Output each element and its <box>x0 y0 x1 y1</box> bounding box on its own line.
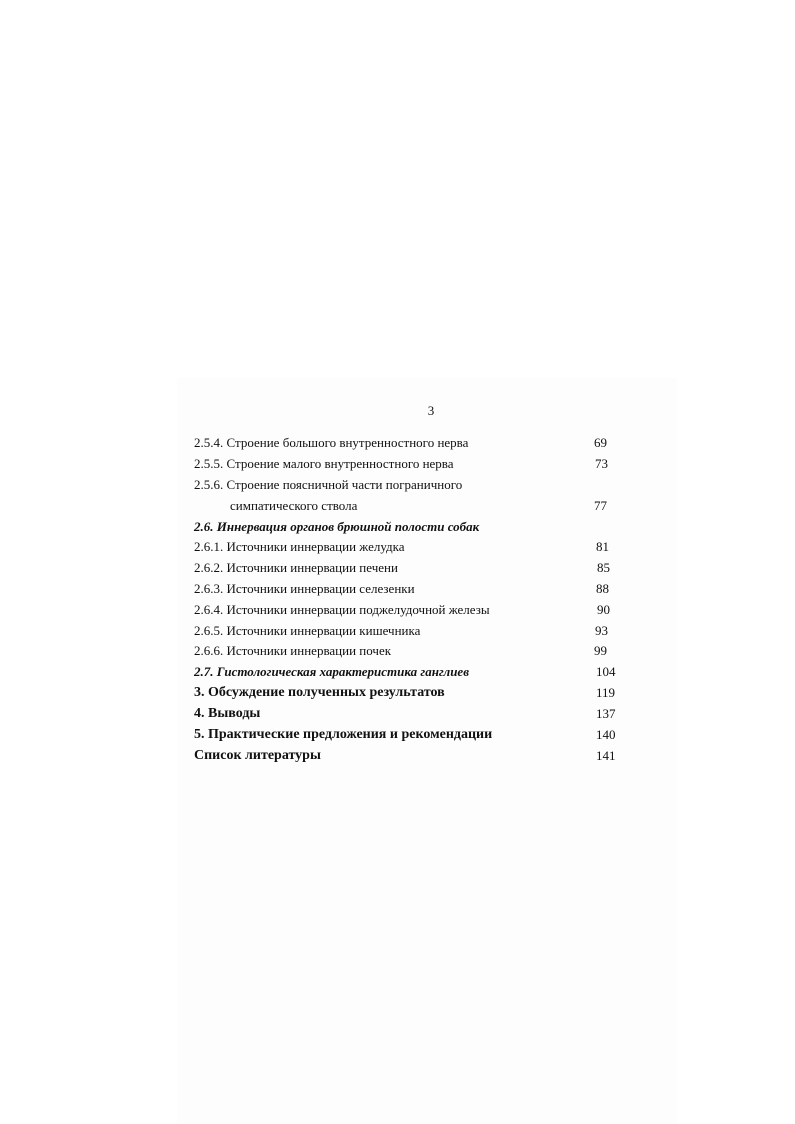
toc-entry-title: симпатического ствола <box>230 498 358 513</box>
toc-entry <box>194 599 624 620</box>
toc-entry <box>194 557 624 578</box>
toc-entry-page: 73 <box>595 456 608 471</box>
toc-entry-page: 77 <box>594 498 607 513</box>
toc-entry-title: 2.6.5. Источники иннервации кишечника <box>194 623 421 638</box>
toc-entry-title: 2.7. Гистологическая характеристика ганглиев <box>194 664 470 679</box>
toc-chapter-heading <box>194 745 624 766</box>
toc-entry-title: 2.6.1. Источники иннервации желудка <box>194 539 405 554</box>
toc-chapter-heading <box>194 703 624 724</box>
toc-section-heading <box>194 661 624 682</box>
toc-entry-title: 2.6.3. Источники иннервации селезенки <box>194 581 415 596</box>
toc-entry <box>194 620 624 641</box>
toc-entry-title: 3. Обсуждение полученных результатов <box>194 685 445 700</box>
page-number: 3 <box>427 403 435 418</box>
toc-entry-title: 4. Выводы <box>194 706 261 721</box>
toc-entry-page: 81 <box>596 539 609 554</box>
toc-entry-title: 5. Практические предложения и рекомендации <box>194 727 493 742</box>
toc-entry <box>194 578 624 599</box>
toc-entry-title: 2.6.6. Источники иннервации почек <box>194 643 392 658</box>
toc-entry-page: 140 <box>596 727 616 742</box>
toc-chapter-heading <box>194 682 624 703</box>
toc-entry-page: 93 <box>595 623 608 638</box>
toc-entry-page: 85 <box>597 560 610 575</box>
toc-entry-page: 88 <box>596 581 609 596</box>
toc-entry-page: 137 <box>596 706 616 721</box>
toc-entry-page: 90 <box>597 602 610 617</box>
toc-entry-page: 69 <box>594 435 607 450</box>
toc-entry <box>194 474 624 495</box>
toc-entry-title: 2.5.6. Строение поясничной части пограничного <box>194 477 463 492</box>
toc-entry <box>194 640 624 661</box>
toc-entry-title: 2.5.5. Строение малого внутренностного нерва <box>194 456 454 471</box>
toc-chapter-heading <box>194 724 624 745</box>
toc-entry <box>194 453 624 474</box>
toc-entry-title: 2.5.4. Строение большого внутренностного нерва <box>194 435 469 450</box>
toc-entry-page: 104 <box>596 664 616 679</box>
toc-entry-page: 141 <box>596 748 616 763</box>
toc-entry <box>194 432 624 453</box>
toc-entry-page: 119 <box>596 685 616 700</box>
toc-entry-title: 2.6. Иннервация органов брюшной полости собак <box>194 519 480 534</box>
toc-entry-title: Список литературы <box>194 748 321 763</box>
toc-entry-title: 2.6.2. Источники иннервации печени <box>194 560 398 575</box>
toc-entry-title: 2.6.4. Источники иннервации поджелудочной железы <box>194 602 490 617</box>
toc-entry <box>194 536 624 557</box>
toc-entry-page: 99 <box>594 643 607 658</box>
toc-entry <box>194 495 624 516</box>
toc-section-heading <box>194 516 624 537</box>
